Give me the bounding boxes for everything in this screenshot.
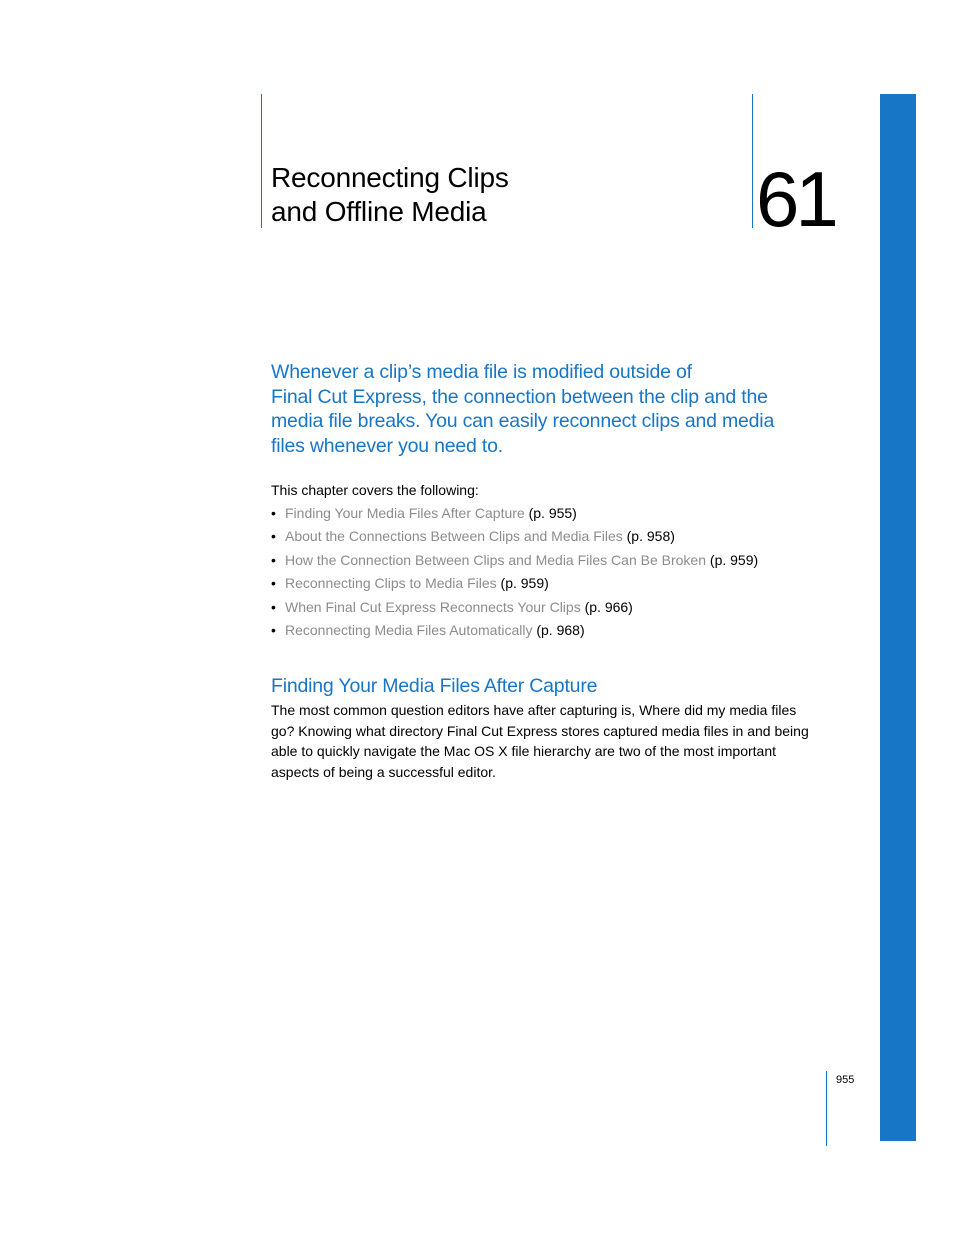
chapter-toc-list bbox=[271, 504, 758, 644]
toc-item bbox=[271, 504, 758, 527]
chapter-number: 61 bbox=[756, 155, 835, 243]
toc-page-ref: (p. 968) bbox=[536, 621, 585, 638]
body-line: able to quickly navigate the Mac OS X file hierarchy are two of the most important bbox=[271, 743, 777, 760]
chapter-title-rule bbox=[261, 94, 262, 228]
chapter-covers-label: This chapter covers the following: bbox=[271, 482, 479, 498]
toc-item bbox=[271, 621, 758, 644]
toc-link[interactable]: Finding Your Media Files After Capture bbox=[285, 505, 525, 521]
toc-page-ref: (p. 959) bbox=[500, 575, 549, 592]
section-heading: Finding Your Media Files After Capture bbox=[271, 675, 598, 697]
toc-page-ref: (p. 959) bbox=[709, 551, 759, 568]
toc-bullet: • bbox=[271, 575, 276, 592]
toc-link[interactable]: Reconnecting Clips to Media Files bbox=[285, 575, 497, 592]
page-number: 955 bbox=[836, 1074, 855, 1086]
chapter-title bbox=[271, 161, 741, 229]
toc-bullet: • bbox=[271, 505, 276, 521]
chapter-number-rule bbox=[752, 94, 753, 228]
toc-item bbox=[271, 598, 758, 621]
section-body bbox=[271, 700, 831, 782]
toc-bullet: • bbox=[271, 528, 276, 545]
toc-page-ref: (p. 958) bbox=[626, 528, 675, 545]
body-line: The most common question editors have after capturing is, Where did my media files bbox=[271, 702, 797, 718]
folio-rule bbox=[826, 1071, 827, 1146]
chapter-side-tab bbox=[880, 94, 916, 1141]
chapter-title-line: Reconnecting Clips bbox=[271, 162, 509, 193]
toc-bullet: • bbox=[271, 598, 276, 615]
chapter-title-line: and Offline Media bbox=[271, 196, 487, 227]
toc-link[interactable]: How the Connection Between Clips and Media Files Can Be Broken bbox=[285, 551, 707, 568]
toc-page-ref: (p. 955) bbox=[528, 505, 577, 521]
intro-line: media file breaks. You can easily reconnect clips and media bbox=[271, 410, 775, 433]
intro-line: files whenever you need to. bbox=[271, 435, 503, 458]
toc-bullet: • bbox=[271, 621, 276, 638]
toc-item bbox=[271, 551, 758, 574]
intro-line: Final Cut Express, the connection between the clip and the bbox=[271, 385, 768, 408]
intro-line: Whenever a clip’s media file is modified outside of bbox=[271, 361, 692, 383]
toc-bullet: • bbox=[271, 551, 276, 568]
toc-item bbox=[271, 574, 758, 597]
chapter-intro bbox=[271, 360, 816, 459]
body-line: aspects of being a successful editor. bbox=[271, 763, 496, 780]
body-line: go? Knowing what directory Final Cut Express stores captured media files in and being bbox=[271, 722, 809, 739]
toc-item bbox=[271, 527, 758, 550]
toc-link[interactable]: Reconnecting Media Files Automatically bbox=[285, 621, 533, 638]
toc-link[interactable]: About the Connections Between Clips and Media Files bbox=[285, 528, 623, 545]
toc-page-ref: (p. 966) bbox=[584, 598, 633, 615]
toc-link[interactable]: When Final Cut Express Reconnects Your Clips bbox=[285, 598, 581, 615]
